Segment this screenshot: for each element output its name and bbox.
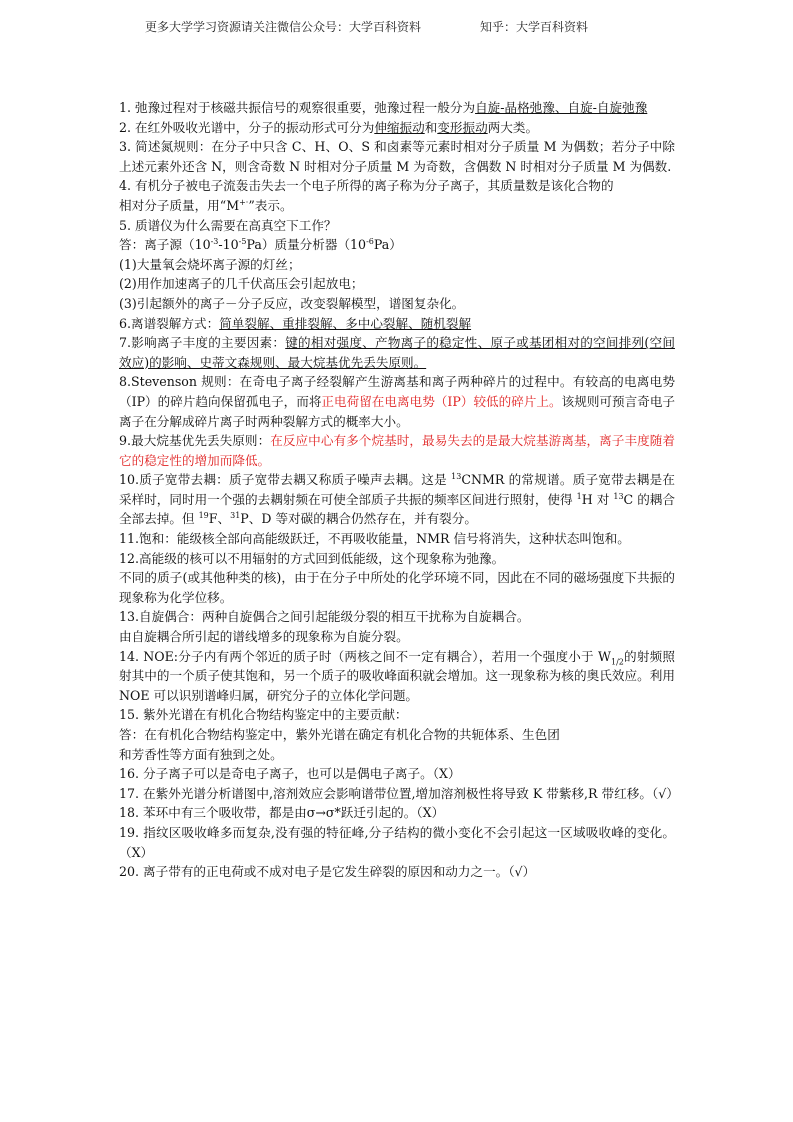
item-15-answer: 答：在有机化合物结构鉴定中，紫外光谱在确定有机化合物的共轭体系、生色团 bbox=[119, 727, 560, 742]
item-16: 16. 分子离子可以是奇电子离子，也可以是偶电子离子。（X） bbox=[119, 766, 461, 782]
header-zhihu-note: 知乎：大学百科资料 bbox=[480, 20, 589, 34]
item-5-point-1: (1)大量氧会烧坏离子源的灯丝； bbox=[119, 256, 301, 272]
item-1-answer: 自旋-晶格弛豫、自旋-自旋弛豫 bbox=[475, 100, 648, 115]
item-6: 6.离谱裂解方式：简单裂解、重排裂解、多中心裂解、随机裂解 bbox=[119, 315, 472, 331]
item-8-highlight: 正电荷留在电离电势（IP）较低的碎片上。 bbox=[321, 393, 562, 409]
item-12-continued: 不同的质子(或其他种类的核)，由于在分子中所处的化学环境不同，因此在不同的磁场强度下共振的现象称为化学位移。 bbox=[119, 570, 675, 605]
item-4-continued: 相对分子质量，用“M+·”表示。 bbox=[119, 197, 293, 213]
item-6-answer: 简单裂解、重排裂解、多中心裂解、随机裂解 bbox=[219, 315, 472, 331]
item-19: 19. 指纹区吸收峰多而复杂,没有强的特征峰,分子结构的微小变化不会引起这一区域吸收峰的变化。（X） bbox=[119, 824, 675, 860]
item-14: 14. NOE:分子内有两个邻近的质子时（两核之间不一定有耦合），若用一个强度小于 $W_{1/2}$的射频照射其中的一个质子使其饱和，另一个质子的吸收峰面积就会增加。这一现象称为核的奥氏效应。利用 NOE 可以识别谱峰归属，研究分子的立体化学问题。 bbox=[119, 648, 676, 703]
item-3: 3. 简述氮规则：在分子中只含 C、H、O、S 和卤素等元素时相对分子质量 M 为偶数；若分子中除上述元素外还含 N，则含奇数 N 时相对分子质量 M 为奇数，含偶数 N 时相对分子质量 M 为偶数. bbox=[119, 139, 675, 174]
item-12: 12.高能级的核可以不用辐射的方式回到低能级，这个现象称为弛豫。 bbox=[119, 550, 505, 566]
item-8: 8.Stevenson 规则：在奇电子离子经裂解产生游离基和离子两种碎片的过程中。有较高的电离电势（IP）的碎片趋向保留孤电子，而将正电荷留在电离电势（IP）较低的碎片上。该规则可预言奇电子离子在分解成碎片离子时两种裂解方式的概率大小。 bbox=[119, 374, 676, 429]
item-2-answer-1: 伸缩振动 bbox=[374, 119, 425, 135]
item-5: 5. 质谱仪为什么需要在高真空下工作？ bbox=[119, 217, 337, 233]
item-7: 7.影响离子丰度的主要因素：键的相对强度、产物离子的稳定性、原子或基团相对的空间排列(空间效应)的影响、史蒂文森规则、最大烷基优先丢失原则。 bbox=[119, 335, 675, 370]
item-13: 13.自旋偶合：两种自旋偶合之间引起能级分裂的相互干扰称为自旋耦合。 bbox=[119, 609, 530, 625]
item-2: 2. 在红外吸收光谱中，分子的振动形式可分为伸缩振动和变形振动两大类。 bbox=[119, 119, 539, 135]
item-15-answer-continued: 和芳香性等方面有独到之处。 bbox=[119, 746, 283, 762]
item-9-highlight: 在反应中心有多个烷基时，最易失去的是最大烷基游离基，离子丰度随着它的稳定性的增加而降低。 bbox=[119, 433, 675, 468]
item-2-answer-2: 变形振动 bbox=[437, 119, 488, 135]
item-20: 20. 离子带有的正电荷或不成对电子是它发生碎裂的原因和动力之一。（√） bbox=[119, 864, 536, 880]
item-13-continued: 由自旋耦合所引起的谱线增多的现象称为自旋分裂。 bbox=[119, 629, 409, 645]
item-1: 1. 弛豫过程对于核磁共振信号的观察很重要，弛豫过程一般分为自旋-晶格弛豫、自旋-自旋弛豫 bbox=[119, 100, 648, 115]
item-18: 18. 苯环中有三个吸收带，都是由σ→σ*跃迁引起的。（X） bbox=[119, 805, 445, 821]
item-5-point-2: (2)用作加速离子的几千伏高压会引起放电； bbox=[119, 276, 364, 292]
item-5-point-3: (3)引起额外的离子－分子反应，改变裂解模型，谱图复杂化。 bbox=[119, 295, 465, 311]
item-9: 9.最大烷基优先丢失原则：在反应中心有多个烷基时，最易失去的是最大烷基游离基，离子丰度随着它的稳定性的增加而降低。 bbox=[119, 433, 675, 468]
item-10: 10.质子宽带去耦：质子宽带去耦又称质子噪声去耦。这是 $^{13}$CNMR 的常规谱。质子宽带去耦是在采样时，同时用一个强的去耦射频在可使全部质子共振的频率区间进行照射，使得 $^1$H 对 $^{13}$C 的耦合全部去掉。但 $^{19}$F、$^{31}$P、D 等对碳的耦合仍然存在，并有裂分。 bbox=[119, 472, 675, 527]
header-wechat-note: 更多大学学习资源请关注微信公众号：大学百科资料 bbox=[145, 20, 422, 34]
item-5-answer: 答：离子源$(10^{-3}-10^{-5}Pa)$质量分析器$(10^{-6}Pa)$ bbox=[119, 236, 402, 253]
document-body bbox=[119, 98, 679, 882]
item-4: 4. 有机分子被电子流轰击失去一个电子所得的离子称为分子离子，其质量数是该化合物的 bbox=[119, 178, 614, 194]
item-15: 15. 紫外光谱在有机化合物结构鉴定中的主要贡献： bbox=[119, 707, 408, 723]
item-11: 11.饱和：能级核全部向高能级跃迁，不再吸收能量，NMR 信号将消失，这种状态叫饱和。 bbox=[119, 531, 630, 547]
item-17: 17. 在紫外光谱分析谱图中,溶剂效应会影响谱带位置,增加溶剂极性将导致 K 带紫移,R 带红移。（√） bbox=[119, 785, 679, 801]
item-7-answer: 键的相对强度、产物离子的稳定性、原子或基团相对的空间排列(空间效应)的影响、史蒂文森规则、最大烷基优先丢失原则。 bbox=[119, 335, 675, 370]
